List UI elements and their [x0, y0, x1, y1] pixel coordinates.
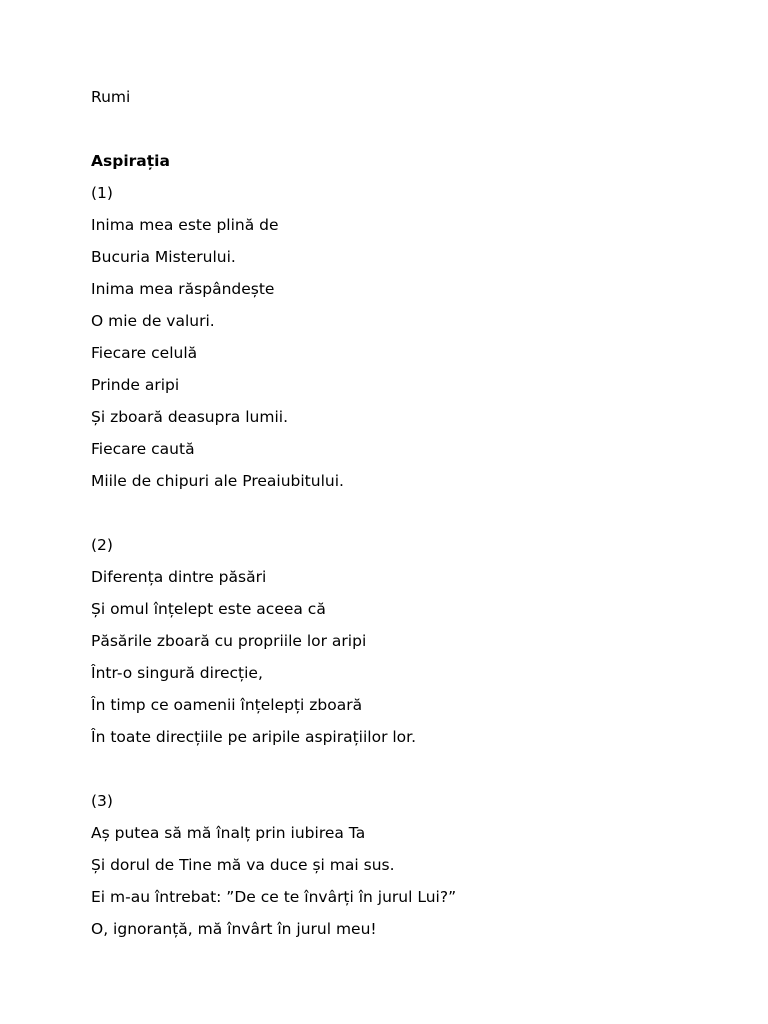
poem-line: În timp ce oamenii înțelepți zboară [91, 696, 363, 714]
poem-line: Fiecare caută [91, 440, 195, 458]
poem-line: Prinde aripi [91, 376, 180, 394]
poem-line: Și omul înțelept este aceea că [91, 600, 326, 618]
poem-line: Inima mea răspândește [91, 280, 275, 298]
poem-line: Miile de chipuri ale Preaiubitului. [91, 472, 344, 490]
poem-line: Aș putea să mă înalț prin iubirea Ta [91, 824, 366, 842]
stanza-number: (1) [91, 184, 113, 202]
poem-line: Într-o singură direcție, [91, 664, 263, 682]
poem-line: O, ignoranță, mă învârt în jurul meu! [91, 920, 377, 938]
poem-line: În toate direcțiile pe aripile aspirațiilor lor. [91, 728, 417, 746]
author-name: Rumi [91, 88, 131, 106]
poem-line: Fiecare celulă [91, 344, 198, 362]
stanza-number: (2) [91, 536, 113, 554]
poem-title: Aspirația [91, 152, 170, 170]
poem-line: Bucuria Misterului. [91, 248, 236, 266]
poem-line: Inima mea este plină de [91, 216, 279, 234]
stanza-number: (3) [91, 792, 113, 810]
poem-line: Și zboară deasupra lumii. [91, 408, 289, 426]
poem-line: Și dorul de Tine mă va duce și mai sus. [91, 856, 395, 874]
poem-line: Diferența dintre păsări [91, 568, 267, 586]
poem-line: Păsările zboară cu propriile lor aripi [91, 632, 367, 650]
poem-line: O mie de valuri. [91, 312, 215, 330]
poem-line: Ei m-au întrebat: ”De ce te învârți în jurul Lui?” [91, 888, 457, 906]
